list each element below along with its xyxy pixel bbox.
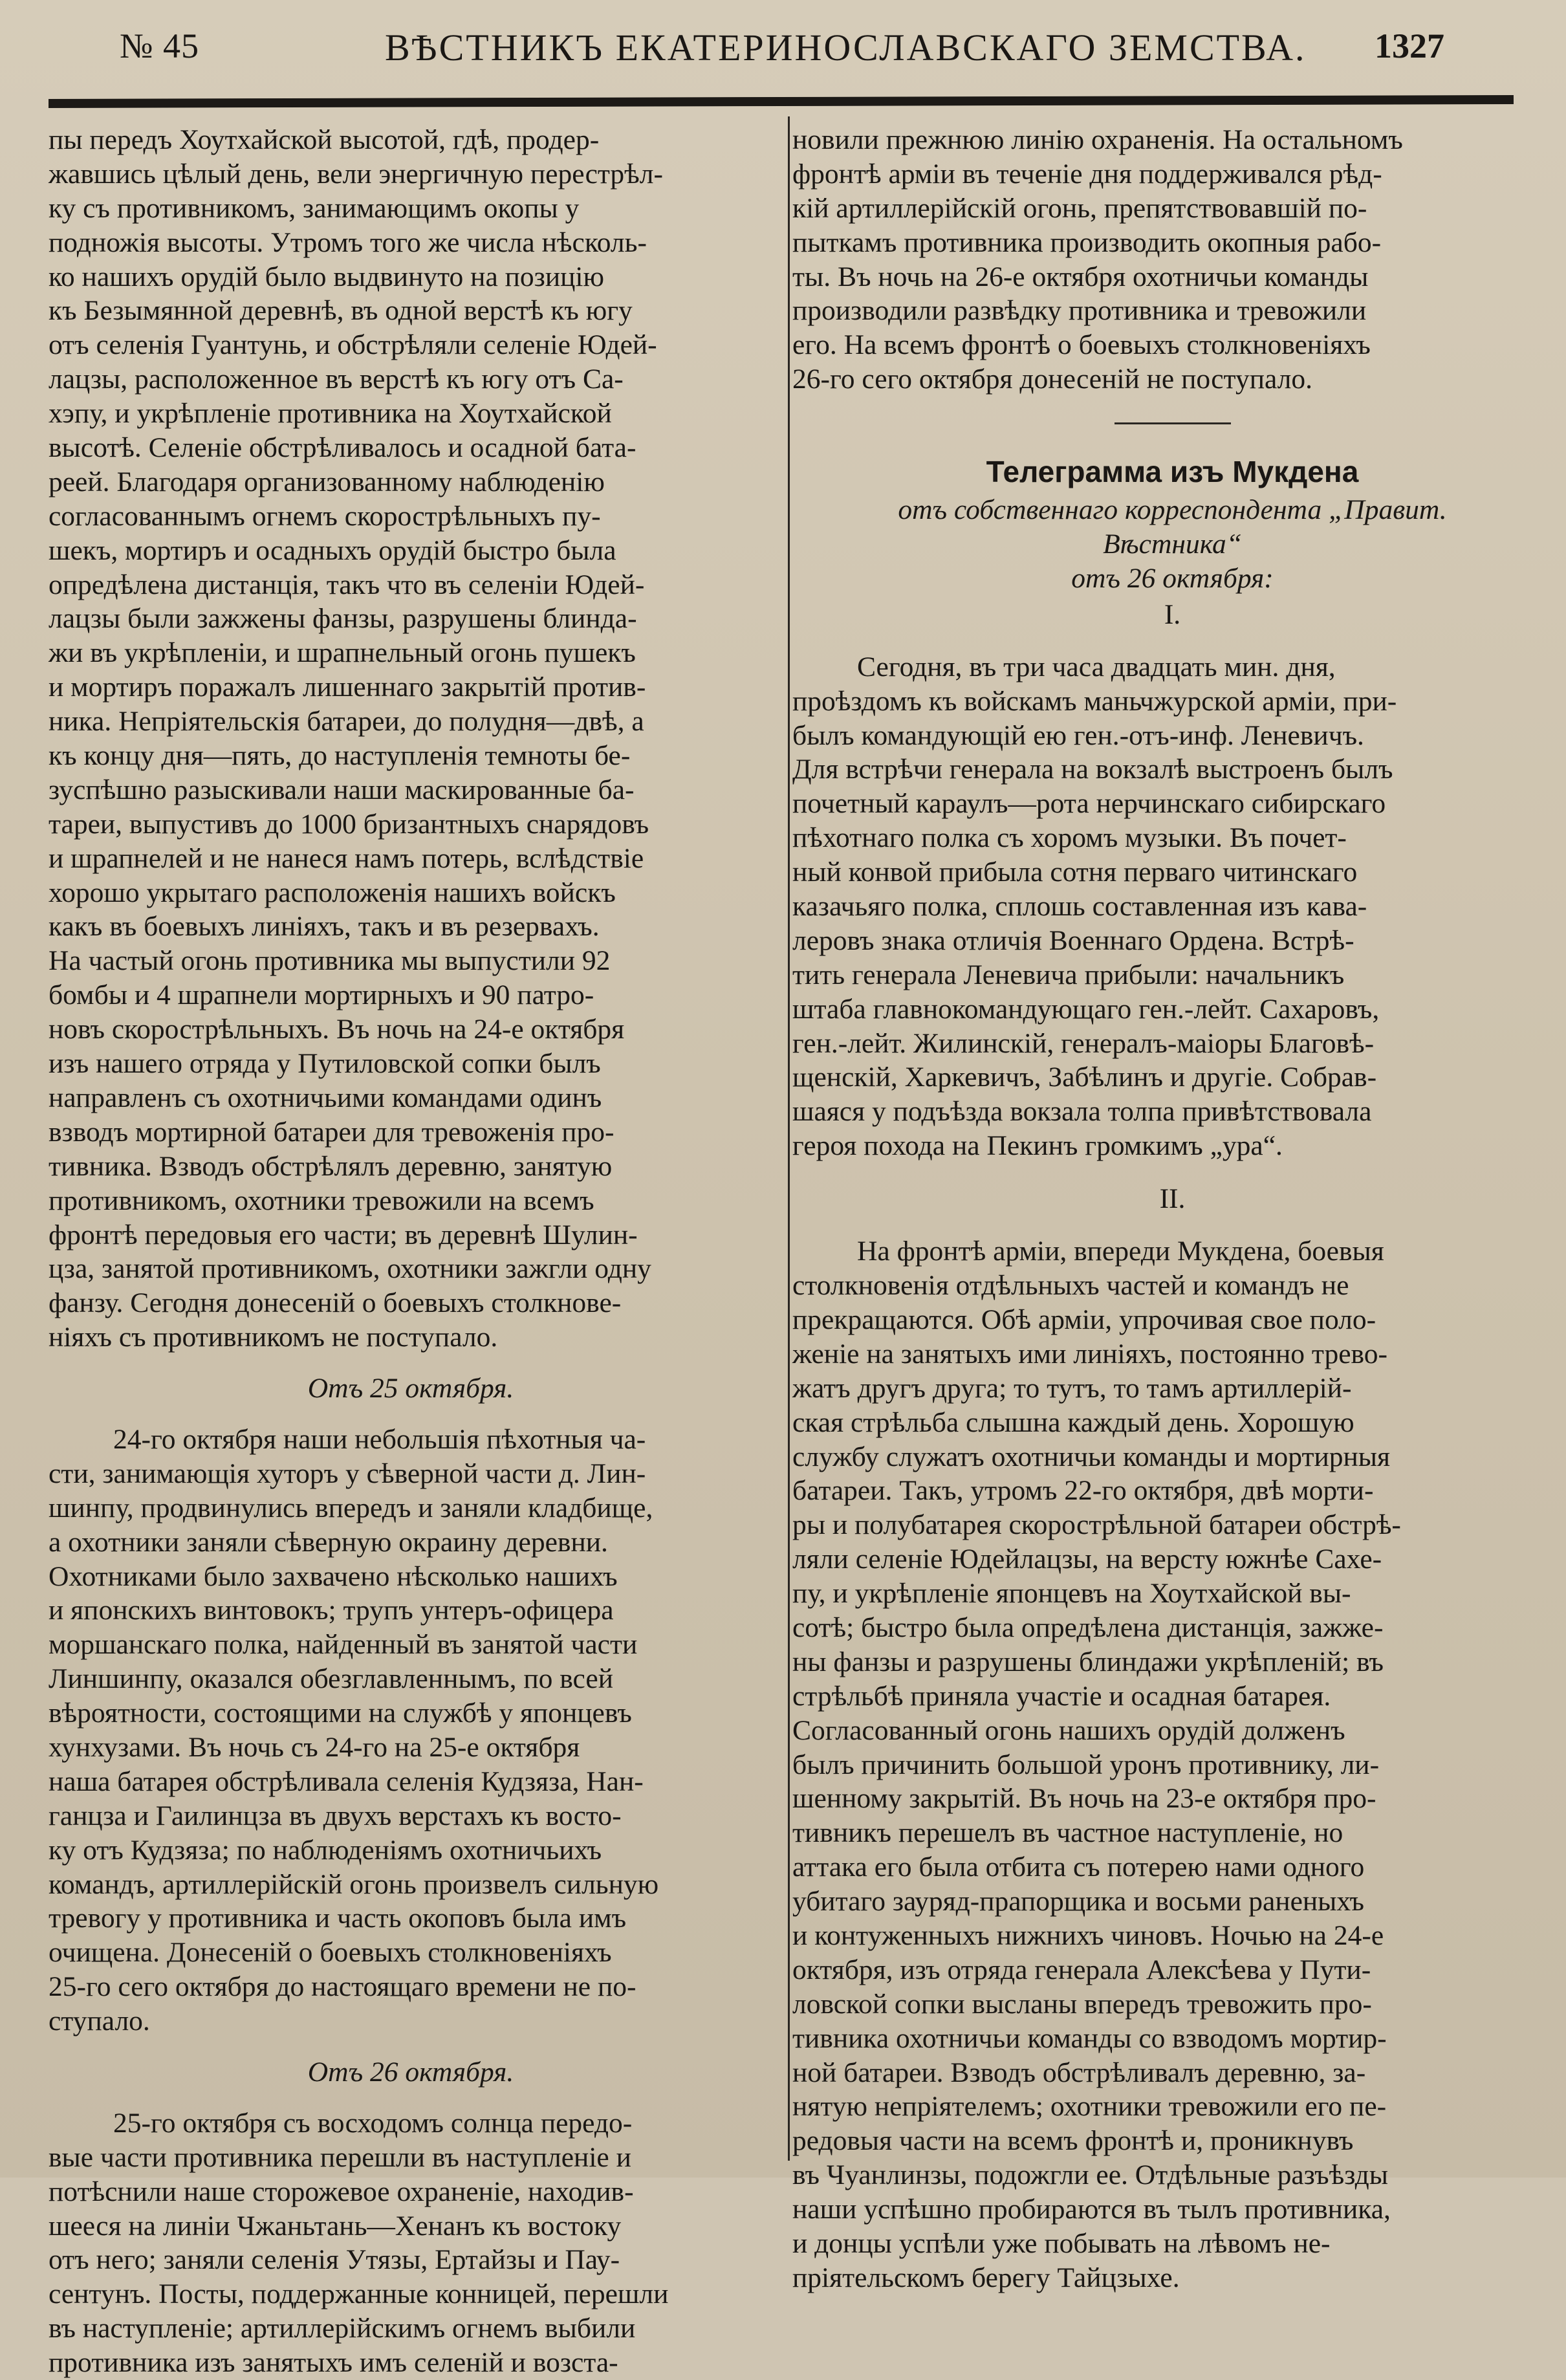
text-line: моршанскаго полка, найденный въ занятой части <box>49 1629 638 1661</box>
left-block-3 <box>49 2106 773 2380</box>
text-line: стрѣльбѣ приняла участіе и осадная батарея. <box>792 1680 1331 1712</box>
text-line: 25-го октября съ восходомъ солнца передо- <box>113 2107 633 2139</box>
text-line: ны фанзы и разрушены блиндажи укрѣпленій; въ <box>792 1646 1384 1677</box>
text-line: Для встрѣчи генерала на вокзалѣ выстроенъ былъ <box>792 754 1393 785</box>
text-line: очищена. Донесеній о боевыхъ столкновеніяхъ <box>49 1937 612 1969</box>
text-line: фанзу. Сегодня донесеній о боевыхъ столкнове- <box>49 1287 622 1319</box>
text-line: щенскій, Харкевичъ, Забѣлинъ и другіе. Собрав- <box>792 1062 1377 1093</box>
text-line: сентунъ. Посты, поддержанные конницей, перешли <box>49 2278 669 2310</box>
text-line: тревогу у противника и часть окоповъ была имъ <box>49 1903 627 1934</box>
text-line: направленъ съ охотничьими командами одинъ <box>49 1082 602 1113</box>
issue-number: № 45 <box>120 27 200 65</box>
section-separator <box>1115 422 1231 424</box>
section-number-2: II. <box>1159 1183 1186 1215</box>
text-line: и шрапнелей и не нанеся намъ потерь, вслѣдствіе <box>49 842 644 874</box>
text-line: ный конвой прибыла сотня перваго читинскаго <box>792 857 1358 888</box>
text-line: былъ причинить большой уронъ противнику, ли- <box>792 1749 1380 1780</box>
text-line: командъ, артиллерійскій огонь произвелъ сильную <box>49 1868 659 1900</box>
text-line: ніяхъ съ противникомъ не поступало. <box>49 1322 498 1353</box>
text-line: шаяся у подъѣзда вокзала толпа привѣтствовала <box>792 1096 1372 1128</box>
text-line: реей. Благодаря организованному наблюденію <box>49 466 605 497</box>
text-line: тареи, выпустивъ до 1000 бризантныхъ снарядовъ <box>49 808 649 840</box>
text-line: проѣздомъ къ войскамъ маньчжурской арміи, при- <box>792 685 1397 717</box>
text-line: убитаго зауряд-прапорщика и восьми раненыхъ <box>792 1886 1364 1917</box>
text-line: и донцы успѣли уже побывать на лѣвомъ не- <box>792 2227 1331 2259</box>
text-line: 25-го сего октября до настоящаго времени не по- <box>49 1971 636 2003</box>
text-line: ника. Непріятельскія батареи, до полудня—двѣ, а <box>49 706 644 737</box>
text-line: леровъ знака отличія Военнаго Ордена. Встрѣ- <box>792 924 1354 956</box>
text-line: На частый огонь противника мы выпустили 92 <box>49 945 611 977</box>
newspaper-title: ВѢСТНИКЪ ЕКАТЕРИНОСЛАВСКАГО ЗЕМСТВА. <box>385 27 1307 69</box>
text-line: женіе на занятыхъ ими линіяхъ, постоянно трево- <box>792 1338 1387 1370</box>
text-line: лацзы были зажжены фанзы, разрушены блинда- <box>49 603 637 635</box>
text-line: тивникъ перешелъ въ частное наступленіе, но <box>792 1817 1343 1849</box>
text-line: 24-го октября наши небольшія пѣхотныя ча- <box>113 1423 646 1455</box>
text-line: производили развѣдку противника и тревожили <box>792 295 1367 327</box>
text-line: взводъ мортирной батареи для тревоженія про- <box>49 1116 614 1148</box>
text-line: противникомъ, охотники тревожили на всемъ <box>49 1185 594 1216</box>
text-line: тить генерала Леневича прибыли: начальникъ <box>792 959 1345 990</box>
text-line: прекращаются. Обѣ арміи, упрочивая свое поло- <box>792 1304 1376 1335</box>
text-line: кій артиллерійскій огонь, препятствовавшій по- <box>792 192 1367 224</box>
text-line: ры и полубатарея скорострѣльной батареи обстрѣ- <box>792 1509 1401 1541</box>
text-line: пу, и укрѣпленіе японцевъ на Хоутхайской вы- <box>792 1578 1351 1610</box>
text-line: вѣроятности, состоящими на службѣ у японцевъ <box>49 1698 632 1729</box>
text-line: его. На всемъ фронтѣ о боевыхъ столкновеніяхъ <box>792 329 1371 361</box>
text-line: Охотниками было захвачено нѣсколько нашихъ <box>49 1560 618 1592</box>
text-line: службу служатъ охотничьи команды и мортирныя <box>792 1441 1391 1472</box>
section-number-1: I. <box>1164 598 1181 630</box>
text-line: наша батарея обстрѣливала селенія Кудзяза, Нан- <box>49 1765 644 1797</box>
text-line: 26-го сего октября донесеній не поступало. <box>792 364 1313 395</box>
text-line: къ концу дня—пять, до наступленія темноты бе- <box>49 740 631 772</box>
text-line: какъ въ боевыхъ линіяхъ, такъ и въ резервахъ. <box>49 911 600 943</box>
text-line: а охотники заняли сѣверную окраину деревни. <box>49 1526 608 1558</box>
text-line: и контуженныхъ нижнихъ чиновъ. Ночью на 24-е <box>792 1919 1384 1951</box>
text-line: новъ скорострѣльныхъ. Въ ночь на 24-е октября <box>49 1014 625 1045</box>
text-line: жи въ укрѣпленіи, и шрапнельный огонь пушекъ <box>49 637 636 669</box>
text-line: и японскихъ винтовокъ; трупъ унтеръ-офицера <box>49 1595 614 1626</box>
text-line: опредѣлена дистанція, такъ что въ селеніи Юдей- <box>49 569 645 600</box>
text-line: подножія высоты. Утромъ того же числа нѣсколь- <box>49 226 647 258</box>
text-line: сотѣ; быстро была опредѣлена дистанція, зажже- <box>792 1611 1384 1643</box>
page-header <box>49 19 1484 91</box>
left-block-2 <box>49 1423 773 2038</box>
text-line: хорошо укрытаго расположенія нашихъ войскъ <box>49 877 616 908</box>
text-line: въ Чуанлинзы, подожгли ее. Отдѣльные разъѣзды <box>792 2159 1388 2191</box>
text-line: пы передъ Хоутхайской высотой, гдѣ, продер- <box>49 124 600 155</box>
text-line: бомбы и 4 шрапнели мортирныхъ и 90 патро- <box>49 979 594 1011</box>
text-line: ты. Въ ночь на 26-е октября охотничьи команды <box>792 261 1369 292</box>
telegram-subtitle-2: Вѣстника“ <box>1103 529 1242 560</box>
text-line: жатъ другъ друга; то тутъ, то тамъ артиллерій- <box>792 1372 1352 1404</box>
column-divider <box>788 116 790 2161</box>
right-block-2 <box>792 650 1552 1163</box>
text-line: шенному закрытій. Въ ночь на 23-е октября про- <box>792 1783 1376 1815</box>
left-block-1 <box>49 123 773 1355</box>
text-line: ген.-лейт. Жилинскій, генералъ-маіоры Благовѣ- <box>792 1027 1375 1059</box>
text-line: ская стрѣльба слышна каждый день. Хорошую <box>792 1406 1354 1438</box>
text-line: наши успѣшно пробираются въ тылъ противника, <box>792 2194 1391 2225</box>
text-line: и мортиръ поражалъ лишеннаго закрытій против- <box>49 671 646 703</box>
text-line: героя похода на Пекинъ громкимъ „ура“. <box>792 1130 1283 1162</box>
text-line: зуспѣшно разыскивали наши маскированные ба- <box>49 774 635 805</box>
text-line: пѣхотнаго полка съ хоромъ музыки. Въ почет- <box>792 822 1347 854</box>
text-line: шекъ, мортиръ и осадныхъ орудій быстро была <box>49 534 616 566</box>
text-line: ку съ противникомъ, занимающимъ окопы у <box>49 192 580 224</box>
text-line: сти, занимающія хуторъ у сѣверной части д. Лин- <box>49 1457 646 1489</box>
text-line: На фронтѣ арміи, впереди Мукдена, боевыя <box>857 1236 1384 1267</box>
text-line: шееся на линіи Чжаньтань—Хенанъ къ востоку <box>49 2210 622 2242</box>
text-line: отъ селенія Гуантунь, и обстрѣляли селеніе Юдей- <box>49 329 657 361</box>
text-line: ко нашихъ орудій было выдвинуто на позицію <box>49 261 604 292</box>
text-line: жавшись цѣлый день, вели энергичную перестрѣл- <box>49 158 663 190</box>
text-line: въ наступленіе; артиллерійскимъ огнемъ выбили <box>49 2313 636 2344</box>
text-line: вые части противника перешли въ наступленіе и <box>49 2141 631 2173</box>
text-line: Линшинпу, оказался обезглавленнымъ, по всей <box>49 1663 613 1695</box>
text-line: казачьяго полка, сплошь составленная изъ кава- <box>792 891 1367 923</box>
text-line: тивника. Взводъ обстрѣлялъ деревню, занятую <box>49 1150 613 1182</box>
telegram-title: Телеграмма изъ Мукдена <box>986 455 1359 489</box>
text-line: потѣснили наше сторожевое охраненіе, находив- <box>49 2176 634 2207</box>
telegram-subtitle-1: отъ собственнаго корреспондента „Правит. <box>898 494 1447 526</box>
date-heading-26: Отъ 26 октября. <box>307 2056 514 2088</box>
header-rule <box>49 95 1514 108</box>
text-line: высотѣ. Селеніе обстрѣливалось и осадной бата- <box>49 432 636 464</box>
text-line: отъ него; заняли селенія Утязы, Ертайзы и Пау- <box>49 2244 620 2276</box>
page-number: 1327 <box>1375 27 1444 65</box>
text-line: былъ командующій ею ген.-отъ-инф. Леневичъ. <box>792 719 1364 751</box>
text-line: ляли селеніе Юдейлацзы, на версту южнѣе Сахе- <box>792 1544 1382 1575</box>
text-line: ловской сопки высланы впередъ тревожить про- <box>792 1988 1372 2020</box>
text-line: цза, занятой противникомъ, охотники зажгли одну <box>49 1253 651 1285</box>
text-line: фронтѣ арміи въ теченіе дня поддерживался рѣд- <box>792 158 1382 190</box>
right-block-1 <box>792 123 1552 397</box>
text-line: лацзы, расположенное въ верстѣ къ югу отъ Са- <box>49 364 624 395</box>
text-line: редовыя части на всемъ фронтѣ и, проникнувъ <box>792 2125 1354 2157</box>
text-line: Согласованный огонь нашихъ орудій долженъ <box>792 1714 1345 1746</box>
text-line: новили прежнюю линію охраненія. На остальномъ <box>792 124 1403 155</box>
text-line: батареи. Такъ, утромъ 22-го октября, двѣ морти- <box>792 1475 1374 1507</box>
text-line: октября, изъ отряда генерала Алексѣева у Пути- <box>792 1954 1371 1985</box>
text-line: аттака его была отбита съ потерею нами одного <box>792 1851 1365 1883</box>
text-line: согласованнымъ огнемъ скорострѣльныхъ пу- <box>49 500 601 532</box>
text-line: пыткамъ противника производить окопныя рабо- <box>792 226 1382 258</box>
text-line: Сегодня, въ три часа двадцать мин. дня, <box>857 651 1336 682</box>
text-line: штаба главнокомандующаго ген.-лейт. Сахаровъ, <box>792 993 1380 1025</box>
text-line: тивника охотничьи команды со взводомъ мортир- <box>792 2022 1387 2054</box>
text-line: противника изъ занятыхъ имъ селеній и возста- <box>49 2347 618 2379</box>
right-block-3 <box>792 1234 1552 2295</box>
text-line: хэпу, и укрѣпленіе противника на Хоутхайской <box>49 398 612 430</box>
text-line: ступало. <box>49 2005 150 2037</box>
text-line: изъ нашего отряда у Путиловской сопки былъ <box>49 1048 601 1080</box>
text-line: фронтѣ передовыя его части; въ деревнѣ Шулин- <box>49 1219 638 1250</box>
telegram-date: отъ 26 октября: <box>1071 562 1274 594</box>
left-column <box>49 123 773 2380</box>
text-line: хунхузами. Въ ночь съ 24-го на 25-е октября <box>49 1731 580 1763</box>
text-line: пріятельскомъ берегу Тайцзыхе. <box>792 2262 1180 2293</box>
text-line: нятую непріятелемъ; охотники тревожили его пе- <box>792 2091 1387 2123</box>
text-line: столкновенія отдѣльныхъ частей и командъ не <box>792 1270 1349 1302</box>
text-line: къ Безымянной деревнѣ, въ одной верстѣ къ югу <box>49 295 633 327</box>
text-line: ганцза и Гаилинцза въ двухъ верстахъ къ восто- <box>49 1800 622 1831</box>
text-line: ку отъ Кудзяза; по наблюденіямъ охотничьихъ <box>49 1834 602 1866</box>
date-heading-25: Отъ 25 октября. <box>307 1373 514 1404</box>
text-line: ной батареи. Взводъ обстрѣливалъ деревню, за- <box>792 2057 1366 2088</box>
right-column <box>792 123 1552 2295</box>
text-line: почетный караулъ—рота нерчинскаго сибирскаго <box>792 788 1386 820</box>
text-line: шинпу, продвинулись впередъ и заняли кладбище, <box>49 1492 653 1523</box>
